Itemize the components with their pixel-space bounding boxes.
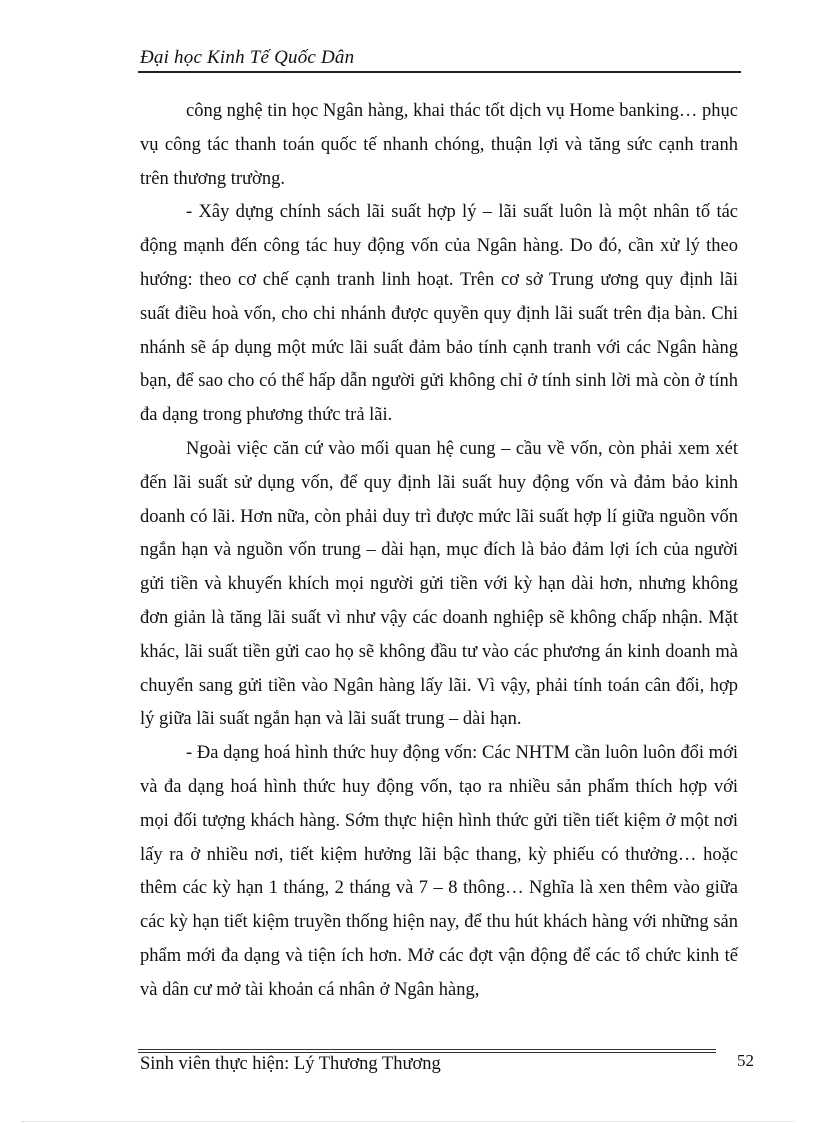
- document-body: [140, 95, 738, 1008]
- paragraph: - Đa dạng hoá hình thức huy động vốn: Các NHTM cần luôn luôn đổi mới và đa dạng hoá hình thức huy động vốn, tạo ra nhiều sản phẩm thích hợp với mọi đối tượng khách hàng. Sớm thực hiện hình thức gửi tiền tiết kiệm ở một nơi lấy ra ở nhiều nơi, tiết kiệm hưởng lãi bậc thang, kỳ phiếu có thưởng… hoặc thêm các kỳ hạn 1 tháng, 2 tháng và 7 – 8 thông… Nghĩa là xen thêm vào giữa các kỳ hạn tiết kiệm truyền thống hiện nay, để thu hút khách hàng với những sản phẩm mới đa dạng và tiện ích hơn. Mở các đợt vận động để các tổ chức kinh tế và dân cư mở tài khoản cá nhân ở Ngân hàng,: [140, 743, 738, 1000]
- header-divider: [138, 71, 741, 73]
- footer-divider: [138, 1049, 716, 1050]
- footer-author: Sinh viên thực hiện: Lý Thương Thương: [140, 1054, 441, 1074]
- footer-divider: [138, 1052, 716, 1053]
- page-number: 52: [737, 1051, 754, 1070]
- paragraph: công nghệ tin học Ngân hàng, khai thác tốt dịch vụ Home banking… phục vụ công tác thanh toán quốc tế nhanh chóng, thuận lợi và tăng sức cạnh tranh trên thương trường.: [140, 101, 738, 189]
- paragraph: Ngoài việc căn cứ vào mối quan hệ cung – cầu về vốn, còn phải xem xét đến lãi suất sử dụng vốn, để quy định lãi suất huy động vốn và đảm bảo kinh doanh có lãi. Hơn nữa, còn phải duy trì được mức lãi suất hợp lí giữa nguồn vốn ngắn hạn và nguồn vốn trung – dài hạn, mục đích là bảo đảm lợi ích của người gửi tiền và khuyến khích mọi người gửi tiền với kỳ hạn dài hơn, nhưng không đơn giản là tăng lãi suất vì như vậy các doanh nghiệp sẽ không chấp nhận. Mặt khác, lãi suất tiền gửi cao họ sẽ không đầu tư vào các phương án kinh doanh mà chuyển sang gửi tiền vào Ngân hàng lấy lãi. Vì vậy, phải tính toán cân đối, hợp lý giữa lãi suất ngắn hạn và lãi suất trung – dài hạn.: [140, 438, 738, 730]
- page-header-title: Đại học Kinh Tế Quốc Dân: [140, 47, 355, 68]
- page-edge-divider: [22, 1121, 794, 1122]
- paragraph: - Xây dựng chính sách lãi suất hợp lý – lãi suất luôn là một nhân tố tác động mạnh đến công tác huy động vốn của Ngân hàng. Do đó, cần xử lý theo hướng: theo cơ chế cạnh tranh linh hoạt. Trên cơ sở Trung ương quy định lãi suất điều hoà vốn, cho chi nhánh được quyền quy định lãi suất trên địa bàn. Chi nhánh sẽ áp dụng một mức lãi suất đảm bảo tính cạnh tranh với các Ngân hàng bạn, để sao cho có thể hấp dẫn người gửi không chỉ ở tính sinh lời mà còn ở tính đa dạng trong phương thức trả lãi.: [140, 202, 738, 426]
